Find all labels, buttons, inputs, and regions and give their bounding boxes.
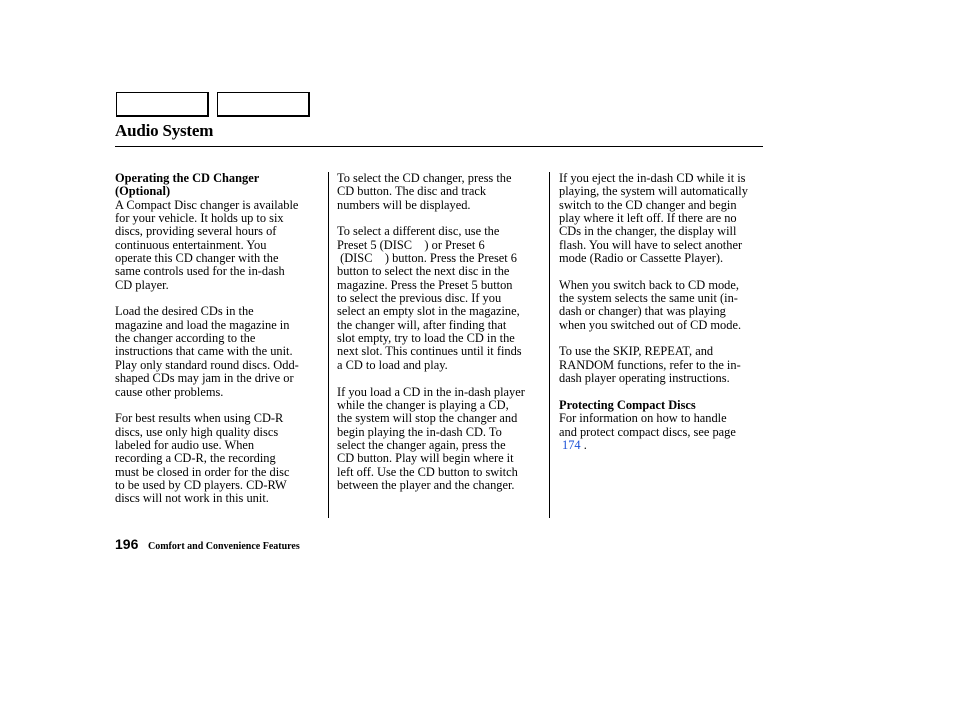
text-line: shaped CDs may jam in the drive or bbox=[115, 371, 294, 386]
paragraph bbox=[115, 412, 320, 505]
text-line: a CD to load and play. bbox=[337, 357, 448, 372]
text-suffix: . bbox=[580, 437, 587, 452]
text-line: and protect compact discs, see page bbox=[559, 424, 736, 439]
text-line: Play only standard round discs. Odd- bbox=[115, 357, 299, 372]
text-line: operate this CD changer with the bbox=[115, 251, 279, 266]
page-reference-link[interactable]: 174 bbox=[562, 437, 581, 452]
heading-line: (Optional) bbox=[115, 184, 171, 199]
text-line: next slot. This continues until it finds bbox=[337, 344, 522, 359]
text-line: discs, providing several hours of bbox=[115, 224, 277, 239]
text-line: dash player operating instructions. bbox=[559, 371, 730, 386]
footer-section-label: Comfort and Convenience Features bbox=[148, 541, 300, 552]
heading-line: Operating the CD Changer bbox=[115, 171, 260, 185]
text-line: cause other problems. bbox=[115, 384, 224, 399]
text-line: For information on how to handle bbox=[559, 411, 727, 426]
paragraph bbox=[559, 279, 764, 332]
text-line: discs, use only high quality discs bbox=[115, 424, 279, 439]
text-line: recording a CD-R, the recording bbox=[115, 451, 276, 466]
header-rule bbox=[115, 146, 763, 147]
text-line: RANDOM functions, refer to the in- bbox=[559, 357, 741, 372]
text-line: to select the previous disc. If you bbox=[337, 291, 502, 306]
column-1 bbox=[115, 172, 320, 519]
column-2 bbox=[337, 172, 542, 506]
nav-button-2[interactable] bbox=[217, 92, 310, 117]
text-line: CD button. Play will begin where it bbox=[337, 451, 514, 466]
paragraph bbox=[337, 386, 542, 493]
text-line: to be used by CD players. CD-RW bbox=[115, 477, 287, 492]
text-line: the system selects the same unit (in- bbox=[559, 291, 738, 306]
paragraph bbox=[115, 305, 320, 398]
paragraph bbox=[559, 172, 764, 265]
text-line: switch to the CD changer and begin bbox=[559, 197, 737, 212]
text-line: CD player. bbox=[115, 277, 169, 292]
text-line: slot empty, try to load the CD in the bbox=[337, 331, 515, 346]
text-line: To select a different disc, use the bbox=[337, 224, 500, 239]
text-line: To select the CD changer, press the bbox=[337, 171, 512, 185]
text-line: for your vehicle. It holds up to six bbox=[115, 211, 284, 226]
text-line: Load the desired CDs in the bbox=[115, 304, 254, 319]
paragraph bbox=[337, 225, 542, 372]
text-line: same controls used for the in-dash bbox=[115, 264, 285, 279]
text-line: magazine. Press the Preset 5 button bbox=[337, 277, 513, 292]
paragraph bbox=[559, 345, 764, 385]
text-line: play where it left off. If there are no bbox=[559, 211, 737, 226]
paragraph bbox=[337, 172, 542, 212]
text-line: labeled for audio use. When bbox=[115, 437, 255, 452]
column-divider bbox=[549, 172, 550, 518]
text-line: CDs in the changer, the display will bbox=[559, 224, 737, 239]
text-line: must be closed in order for the disc bbox=[115, 464, 290, 479]
text-line: between the player and the changer. bbox=[337, 477, 515, 492]
text-line: continuous entertainment. You bbox=[115, 237, 267, 252]
text-line: flash. You will have to select another bbox=[559, 237, 743, 252]
text-line: left off. Use the CD button to switch bbox=[337, 464, 518, 479]
section-title: Audio System bbox=[115, 121, 214, 140]
text-line: the changer will, after finding that bbox=[337, 317, 507, 332]
column-divider bbox=[328, 172, 329, 518]
text-line: the system will stop the changer and bbox=[337, 411, 518, 426]
text-line: mode (Radio or Cassette Player). bbox=[559, 251, 724, 266]
text-line: select the changer again, press the bbox=[337, 437, 506, 452]
heading-protecting-discs: Protecting Compact Discs bbox=[559, 397, 696, 412]
text-line: magazine and load the magazine in bbox=[115, 317, 290, 332]
text-line: If you eject the in-dash CD while it is bbox=[559, 171, 746, 185]
text-line: begin playing the in-dash CD. To bbox=[337, 424, 502, 439]
text-line: (DISC ) button. Press the Preset 6 bbox=[337, 251, 517, 266]
column-3 bbox=[559, 172, 764, 466]
text-line: CD button. The disc and track bbox=[337, 184, 487, 199]
text-line: Preset 5 (DISC ) or Preset 6 bbox=[337, 237, 485, 252]
paragraph bbox=[559, 412, 764, 452]
text-line: discs will not work in this unit. bbox=[115, 491, 269, 506]
text-line: To use the SKIP, REPEAT, and bbox=[559, 344, 714, 359]
paragraph bbox=[115, 199, 320, 292]
text-line: when you switched out of CD mode. bbox=[559, 317, 742, 332]
text-line: For best results when using CD-R bbox=[115, 411, 284, 426]
text-line: A Compact Disc changer is available bbox=[115, 197, 299, 212]
text-line: dash or changer) that was playing bbox=[559, 304, 726, 319]
text-line: while the changer is playing a CD, bbox=[337, 397, 509, 412]
text-line: numbers will be displayed. bbox=[337, 197, 471, 212]
text-line: When you switch back to CD mode, bbox=[559, 277, 739, 292]
text-line: playing, the system will automatically bbox=[559, 184, 748, 199]
heading-cd-changer bbox=[115, 172, 320, 199]
text-line: select an empty slot in the magazine, bbox=[337, 304, 520, 319]
nav-button-1[interactable] bbox=[116, 92, 209, 117]
page-number: 196 bbox=[115, 536, 139, 552]
text-line: If you load a CD in the in-dash player bbox=[337, 384, 525, 399]
text-line: the changer according to the bbox=[115, 331, 256, 346]
text-line: instructions that came with the unit. bbox=[115, 344, 293, 359]
text-line: button to select the next disc in the bbox=[337, 264, 510, 279]
